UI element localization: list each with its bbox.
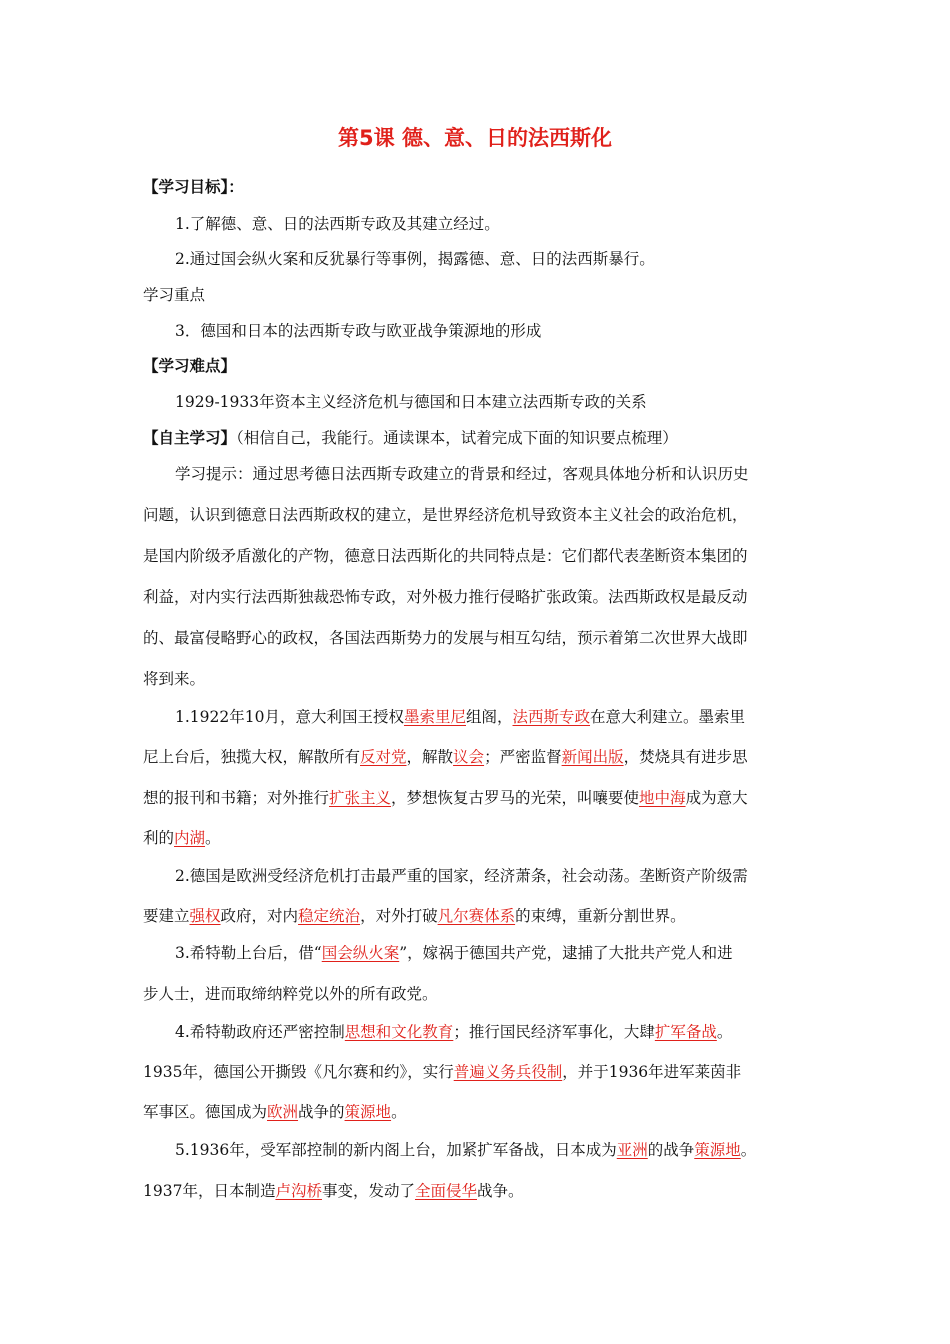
paragraph-4-line — [175, 1021, 825, 1043]
paragraph-4-line — [143, 1101, 823, 1123]
paragraph-1-line — [143, 827, 823, 849]
answer-blank: 法西斯专政 — [512, 708, 591, 726]
text: ”，嫁祸于德国共产党，逮捕了大批共产党人和进 — [399, 944, 733, 962]
text: 。 — [391, 1103, 407, 1121]
objective-item: 2.通过国会纵火案和反犹暴行等事例，揭露德、意、日的法西斯暴行。 — [175, 250, 655, 268]
text: 政府，对内 — [220, 907, 299, 925]
answer-blank: 地中海 — [639, 789, 686, 807]
objective-item: 1.了解德、意、日的法西斯专政及其建立经过。 — [175, 215, 500, 233]
paragraph-5-line — [143, 1180, 823, 1202]
answer-blank: 亚洲 — [616, 1141, 648, 1159]
answer-blank: 国会纵火案 — [321, 944, 400, 962]
text: 1.1922年10月，意大利国王授权 — [175, 708, 404, 726]
text: 要建立 — [143, 907, 190, 925]
paragraph-2-line: 2.德国是欧洲受经济危机打击最严重的国家，经济萧条，社会动荡。垄断资产阶级需 — [175, 867, 748, 885]
paragraph-4-line — [143, 1061, 823, 1083]
answer-blank: 议会 — [453, 748, 485, 766]
text: 1937年，日本制造 — [143, 1182, 276, 1200]
text: ，并于1936年进军莱茵非 — [562, 1063, 742, 1081]
answer-blank: 扩张主义 — [329, 789, 392, 807]
hint-line: 利益，对内实行法西斯独裁恐怖专政，对外极力推行侵略扩张政策。法西斯政权是最反动 — [143, 588, 748, 606]
self-study-note: （相信自己，我能行。通读课本，试着完成下面的知识要点梳理） — [236, 429, 678, 447]
answer-blank: 思想和文化教育 — [344, 1023, 454, 1041]
answer-blank: 墨索里尼 — [403, 708, 466, 726]
paragraph-3-line: 步人士，进而取缔纳粹党以外的所有政党。 — [143, 985, 438, 1003]
text: 的战争 — [647, 1141, 695, 1159]
answer-blank: 扩军备战 — [654, 1023, 717, 1041]
paragraph-3-line — [175, 942, 825, 964]
text: 战争。 — [477, 1182, 524, 1200]
text: 事变，发动了 — [321, 1182, 415, 1200]
text: ；推行国民经济军事化，大肆 — [453, 1023, 655, 1041]
text: ；严密监督 — [484, 748, 562, 766]
paragraph-1-line — [175, 706, 825, 728]
text: ，梦想恢复古罗马的光荣，叫嚷要使 — [391, 789, 640, 807]
text: 军事区。德国成为 — [143, 1103, 268, 1121]
answer-blank: 欧洲 — [267, 1103, 299, 1121]
answer-blank: 内湖 — [174, 829, 206, 847]
paragraph-5-line — [175, 1139, 825, 1161]
key-point-item: 3．德国和日本的法西斯专政与欧亚战争策源地的形成 — [175, 322, 542, 340]
difficulty-item: 1929-1933年资本主义经济危机与德国和日本建立法西斯专政的关系 — [175, 393, 647, 411]
hint-line: 学习提示：通过思考德日法西斯专政建立的背景和经过，客观具体地分析和认识历史 — [175, 465, 749, 483]
text: 组阁， — [465, 708, 513, 726]
text: 成为意大 — [685, 789, 748, 807]
text: 4.希特勒政府还严密控制 — [175, 1023, 345, 1041]
paragraph-2-line — [143, 905, 823, 927]
text: 1935年，德国公开撕毁《凡尔赛和约》，实行 — [143, 1063, 454, 1081]
answer-blank: 强权 — [189, 907, 221, 925]
answer-blank: 策源地 — [694, 1141, 741, 1159]
text: ，解散 — [406, 748, 454, 766]
text: 。 — [716, 1023, 733, 1041]
paragraph-1-line — [143, 787, 823, 809]
answer-blank: 新闻出版 — [561, 748, 624, 766]
hint-line: 的、最富侵略野心的政权，各国法西斯势力的发展与相互勾结，预示着第二次世界大战即 — [143, 629, 748, 647]
text: ，对外打破 — [360, 907, 438, 925]
answer-blank: 凡尔赛体系 — [437, 907, 516, 925]
text: 在意大利建立。墨索里 — [590, 708, 746, 726]
paragraph-1-line — [143, 746, 823, 768]
answer-blank: 全面侵华 — [414, 1182, 477, 1200]
answer-blank: 反对党 — [360, 748, 407, 766]
hint-line: 将到来。 — [143, 670, 206, 688]
page-title: 第5课 德、意、日的法西斯化 — [338, 126, 612, 150]
text: 。 — [740, 1141, 757, 1159]
answer-blank: 普遍义务兵役制 — [453, 1063, 563, 1081]
answer-blank: 策源地 — [344, 1103, 392, 1121]
text: ，焚烧具有进步思 — [623, 748, 748, 766]
text: 战争的 — [298, 1103, 345, 1121]
text: 想的报刊和书籍；对外推行 — [143, 789, 330, 807]
key-points-heading: 学习重点 — [143, 286, 206, 304]
self-study-line — [143, 427, 823, 449]
text: 。 — [205, 829, 221, 847]
hint-line: 问题，认识到德意日法西斯政权的建立，是世界经济危机导致资本主义社会的政治危机， — [143, 506, 748, 524]
text: 的束缚，重新分割世界。 — [515, 907, 686, 925]
answer-blank: 稳定统治 — [298, 907, 361, 925]
text: 利的 — [143, 829, 175, 847]
difficulty-heading: 【学习难点】 — [143, 357, 237, 375]
hint-line: 是国内阶级矛盾激化的产物，德意日法西斯化的共同特点是：它们都代表垄断资本集团的 — [143, 547, 748, 565]
objectives-heading: 【学习目标】： — [143, 178, 244, 196]
text: 尼上台后，独揽大权，解散所有 — [143, 748, 361, 766]
text: 5.1936年，受军部控制的新内阁上台，加紧扩军备战，日本成为 — [175, 1141, 617, 1159]
self-study-heading: 【自主学习】 — [143, 429, 237, 447]
answer-blank: 卢沟桥 — [275, 1182, 322, 1200]
text: 3.希特勒上台后，借“ — [175, 944, 322, 962]
